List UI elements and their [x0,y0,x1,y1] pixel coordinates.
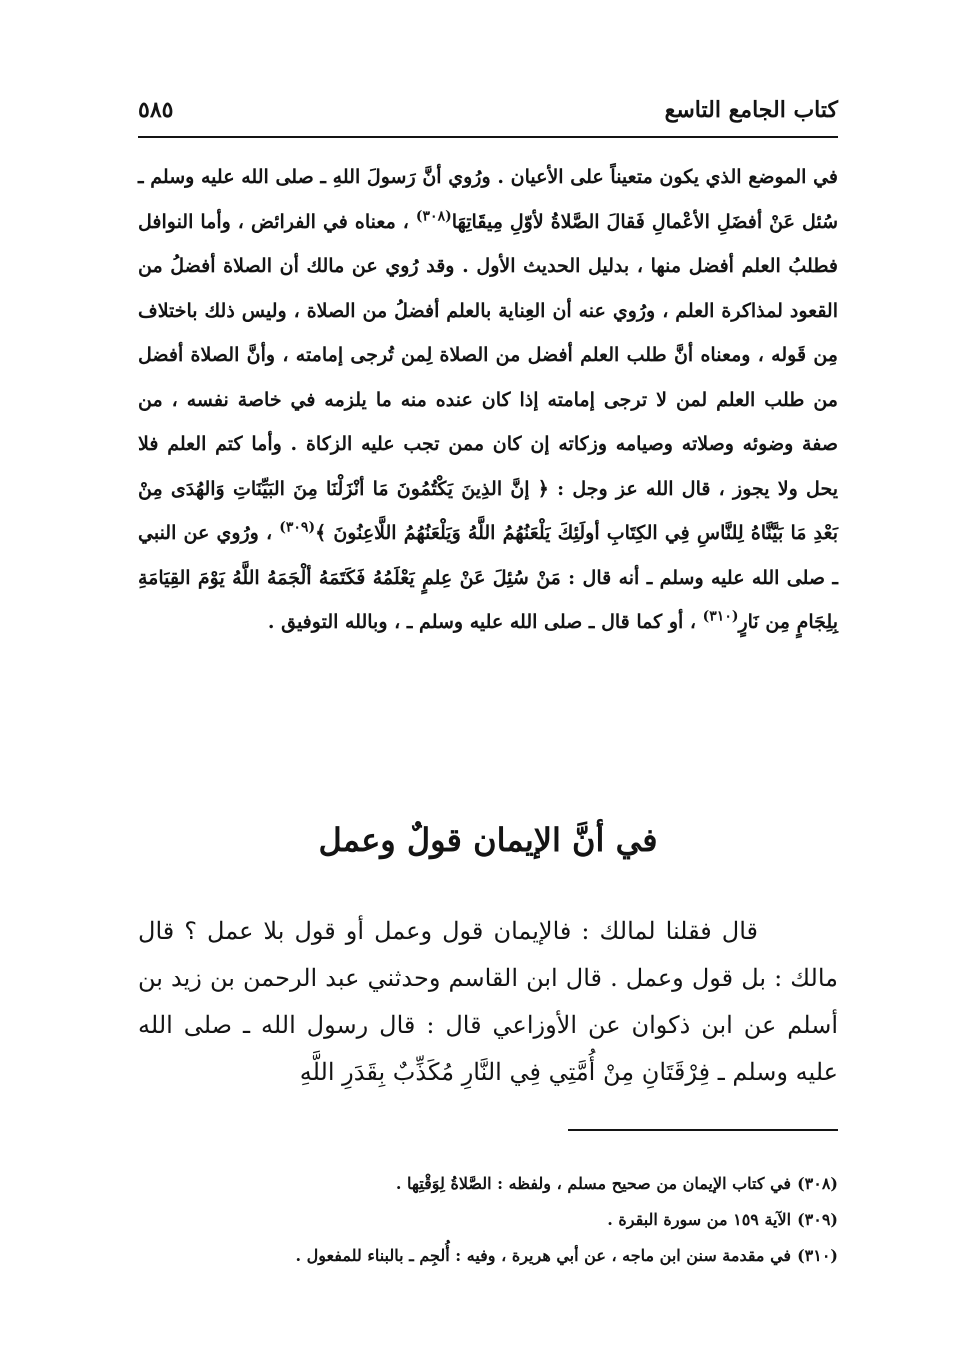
footnote-text: في مقدمة سنن ابن ماجه ، عن أبي هريرة ، وفيه : أُلجِم ـ بالبناء للمفعول . [295,1246,792,1265]
book-title: كتاب الجامع التاسع [664,97,838,123]
section-title: في أنَّ الإيمان قولٌ وعمل [318,821,658,859]
hadith-text: سُئِلَ عَنْ عِلمٍ يَعْلَمُهُ فَكَتَمَهُ ألْجَمَهُ اللَّهُ يَوْمَ القِيَامَةِ بِلِجَامٍ مِن نَارٍ [138,566,838,633]
footnote-ref-310: (٣١٠) [702,608,739,625]
text-line: في الفرائض ، وأما النوافل فطلبُ العلم أفضل منها ، بدليل الحديث الأول . [138,210,839,277]
body-paragraph-text: قال فقلنا لمالك : فالإيمان قول وعمل أو قول بلا عمل ؟ قال مالك : بل قول وعمل . قال ابن القاسم وحدثني عبد الرحمن بن زيد بن أسلم عن ابن ذكوان عن الأوزاعي قال : قال رسول الله ـ صلى الله عليه وسلم ـ فِرْقَتَانِ مِنْ أُمَّتِي فِي النَّارِ مُكَذِّبٌ بِقَدَرِ اللَّهِ [138,917,838,1086]
text-line: ، أو كما [636,611,697,633]
footnotes [138,1166,838,1274]
text-line: في الموضع الذي يكون متعيناً على الأعيان . ورُوي أنَّ رَسولَ اللهِ ـ صلى الله [241,166,839,188]
footnote-309 [138,1202,838,1238]
top-paragraph [138,155,838,645]
footnote-text: في كتاب الإيمان من صحيح مسلم ، ولفظه : الصَّلاةُ لِوَقْتِها . [395,1174,792,1193]
footnote-number: (٣١٠) [797,1246,838,1265]
text-line: وقد رُوي عن مالك أن الصلاة أفضلُ من القعود لمذاكرة العلم ، ورُوي عنه أن [138,255,838,322]
page-number: ٥٨٥ [138,97,174,123]
footnote-ref-309: (٣٠٩) [279,519,316,536]
body-paragraph [138,908,838,1096]
text-line: العلم لمن لا ترجى إمامته إذا كان عنده منه ما يلزمه في خاصة نفسه ، من صفة [138,388,838,455]
text-line: طلب العلم أفضل من الصلاة لِمن تُرجى إمامته ، وأنَّ الصلاة أفضل من طلب [138,344,838,411]
quran-verse: البَيِّنَاتِ وَالهُدَى مِنْ بَعْدِ مَا بَيَّنَّاهُ لِلنَّاسِ فِي الكِتَابِ أولَئِكَ يَلْعَنُهُمُ اللَّهُ وَيَلْعَنُهُمُ [138,477,838,544]
text-line: ، ورُوي عن النبي ـ صلى الله عليه وسلم ـ أنه قال : مَنْ [138,522,838,589]
footnote-308 [138,1166,838,1202]
text-line: وضوئه وصلاته وصيامه وزكاته إن كان ممن تجب عليه الزكاة . وأما كتم العلم [167,433,794,455]
text-line: فلا يحل ولا يجوز ، قال الله عز وجل : ﴿ إنَّ الذِينَ يَكْتُمُونَ مَا أنْزَلْنَا مِنَ [138,433,838,500]
footnote-310 [138,1238,838,1274]
header-rule [138,136,838,138]
footnote-number: (٣٠٩) [797,1210,838,1229]
text-line: عليه وسلم ـ سُئل عَنْ أفضَلِ الأعْمالِ فَقالَ الصَّلاةُ لأوّلِ مِيقَاتِهَا [138,166,838,233]
footnote-rule [568,1129,838,1131]
quran-verse: اللَّاعِنُونَ ﴾ [315,522,397,544]
top-paragraph-text [138,155,838,645]
text-line: ، معناه [354,210,416,233]
footnote-number: (٣٠٨) [797,1174,838,1193]
footnote-text: الآية ١٥٩ من سورة البقرة . [607,1210,792,1229]
footnote-ref-308: (٣٠٨) [415,208,452,225]
text-line: قال ـ صلى الله عليه وسلم ـ ، وبالله التوفيق . [267,611,630,633]
running-header [138,90,838,130]
text-line: العِناية بالعلم أفضلُ من الصلاة ، وليس ذلك باختلاف مِن قَوله ، ومعناه أنَّ [138,299,838,366]
book-page [138,0,838,1367]
